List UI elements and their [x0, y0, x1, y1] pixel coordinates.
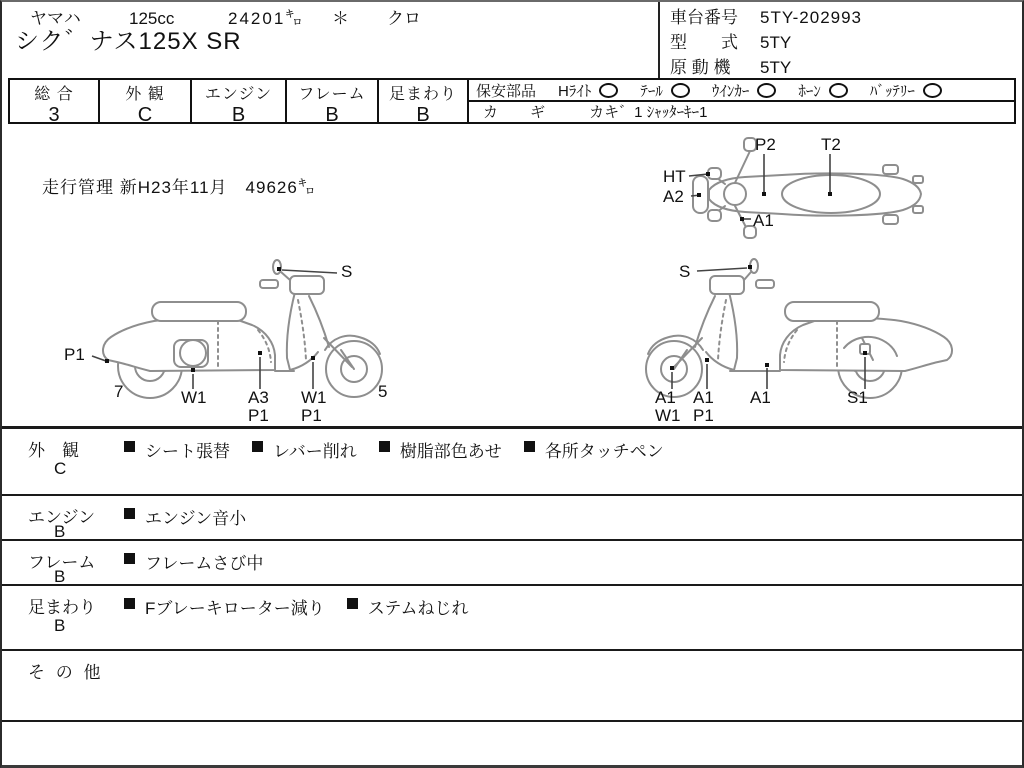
diagram-label: S: [341, 262, 353, 281]
diagram-label: W1: [181, 388, 207, 407]
status-circle-icon: [671, 83, 690, 98]
safety-item-headlight: [558, 80, 618, 101]
grade-value: B: [231, 104, 246, 126]
section-bottom-line: [2, 720, 1022, 722]
condition-label: そ の 他: [28, 663, 104, 682]
grade-cell-overall: [10, 80, 100, 126]
safety-item-horn: [798, 80, 848, 101]
grade-label: 外 観: [125, 86, 165, 103]
safety-item-tail: [640, 80, 690, 101]
scooter-left-side-diagram: [62, 250, 402, 425]
condition-row-engine: [2, 494, 1022, 539]
scooter-outline: [646, 259, 952, 398]
diagram-label: S: [679, 262, 691, 281]
diagram-label: P1: [693, 406, 714, 425]
condition-items: [124, 437, 686, 462]
condition-grade: B: [54, 522, 66, 541]
condition-grade: C: [54, 459, 67, 478]
scooter-right-side-diagram: [617, 250, 972, 425]
safety-item-winker: [712, 80, 777, 101]
safety-item-name: Hﾗｲﾄ: [558, 82, 592, 100]
keys-value: カキ゛1 ｼｬｯﾀｰｷｰ1: [589, 103, 708, 121]
grade-value: B: [325, 104, 339, 126]
condition-row-other: [2, 649, 1022, 722]
grade-label: エンジン: [204, 86, 273, 103]
defect-bullet-icon: [347, 598, 358, 609]
status-circle-icon: [757, 83, 776, 98]
condition-items: [124, 594, 491, 619]
condition-item: [124, 549, 263, 574]
condition-item: [379, 437, 502, 462]
condition-item: [524, 437, 664, 462]
header-divider: [658, 2, 660, 78]
defect-bullet-icon: [124, 508, 135, 519]
mileage-value: 24201㌔: [228, 9, 305, 28]
condition-label: エンジン: [28, 508, 96, 527]
status-circle-icon: [923, 83, 942, 98]
condition-grade: B: [54, 616, 66, 635]
defect-bullet-icon: [124, 441, 135, 452]
status-circle-icon: [829, 83, 848, 98]
grade-cell-undercarriage: [379, 80, 469, 126]
diagram-label: P1: [301, 406, 322, 425]
mileage-mark: ＊: [332, 9, 349, 28]
defect-bullet-icon: [379, 441, 390, 452]
condition-item-text: シート張替: [145, 442, 230, 461]
diagram-label: A1: [750, 388, 771, 407]
condition-item-text: フレームさび中: [145, 554, 264, 573]
safety-item-name: ﾎｰﾝ: [798, 82, 821, 100]
safety-parts-label: 保安部品: [476, 82, 537, 100]
diagram-label: S1: [847, 388, 868, 407]
engine-code-value: 5TY: [760, 58, 792, 77]
displacement: 125cc: [129, 9, 175, 28]
safety-item-name: ﾊﾞｯﾃﾘｰ: [869, 82, 915, 100]
engine-code-label: 原 動 機: [670, 58, 731, 77]
diagram-label: A2: [663, 187, 684, 206]
diagram-label: W1: [655, 406, 681, 425]
defect-bullet-icon: [124, 553, 135, 564]
diagram-label: HT: [663, 167, 686, 186]
condition-items: [124, 504, 268, 529]
grade-label: 総 合: [34, 86, 74, 103]
diagram-label: 5: [378, 382, 388, 401]
condition-row-exterior: [2, 426, 1022, 494]
safety-parts-cell: [469, 80, 1014, 122]
condition-item: [124, 594, 325, 619]
scooter-top-view-diagram: [647, 130, 947, 240]
defect-bullet-icon: [252, 441, 263, 452]
condition-grade: B: [54, 567, 66, 586]
diagram-label: W1: [301, 388, 327, 407]
condition-item: [124, 504, 246, 529]
diagram-label: A1: [655, 388, 676, 407]
diagram-label: P1: [248, 406, 269, 425]
color-name: クロ: [387, 9, 421, 28]
chassis-value: 5TY-202993: [760, 8, 863, 27]
diagram-label: A1: [753, 211, 774, 230]
defect-bullet-icon: [524, 441, 535, 452]
condition-item: [347, 594, 469, 619]
condition-label: 外 観: [28, 441, 79, 460]
maker-name: ヤマハ: [30, 9, 81, 28]
diagram-label: P1: [64, 345, 85, 364]
diagram-label: A3: [248, 388, 269, 407]
condition-item: [124, 437, 230, 462]
grade-label: フレーム: [298, 86, 366, 103]
model-name: シク゛ナス125X SR: [15, 28, 242, 55]
condition-item-text: エンジン音小: [145, 509, 247, 528]
diagram-label: A1: [693, 388, 714, 407]
condition-label: 足まわり: [28, 598, 96, 617]
condition-items: [124, 549, 285, 574]
condition-row-undercarriage: [2, 584, 1022, 649]
condition-label: フレーム: [28, 553, 96, 572]
grade-value: C: [137, 104, 153, 126]
keys-row: [469, 102, 1014, 120]
condition-item-text: ステムねじれ: [367, 599, 469, 618]
condition-row-frame: [2, 539, 1022, 584]
grade-value: B: [416, 104, 430, 126]
diagram-label: P2: [755, 135, 776, 154]
condition-item-text: 各所タッチペン: [544, 442, 664, 461]
condition-item-text: 樹脂部色あせ: [399, 442, 502, 461]
model-code-value: 5TY: [760, 33, 792, 52]
grade-cell-exterior: [100, 80, 192, 126]
mileage-management-note: 走行管理 新H23年11月 49626㌔: [42, 178, 316, 197]
diagram-label: 7: [114, 382, 124, 401]
grade-table: [8, 78, 1016, 124]
status-circle-icon: [599, 83, 618, 98]
grade-cell-engine: [192, 80, 287, 126]
safety-item-name: ｳｲﾝｶｰ: [711, 82, 750, 100]
safety-item-battery: [870, 80, 942, 101]
safety-item-name: ﾃｰﾙ: [640, 82, 663, 100]
defect-bullet-icon: [124, 598, 135, 609]
diagram-label: T2: [821, 135, 841, 154]
grade-value: 3: [48, 104, 60, 126]
chassis-label: 車台番号: [670, 8, 738, 27]
safety-parts-row: [469, 80, 1014, 102]
keys-label: カ ギ: [483, 103, 560, 121]
condition-item-text: Fブレーキローター減り: [145, 599, 325, 618]
scooter-outline: [693, 138, 923, 238]
condition-item-text: レバー削れ: [273, 442, 357, 461]
condition-item: [252, 437, 357, 462]
model-code-label: 型 式: [670, 33, 738, 52]
grade-label: 足まわり: [388, 86, 457, 103]
grade-cell-frame: [287, 80, 379, 126]
